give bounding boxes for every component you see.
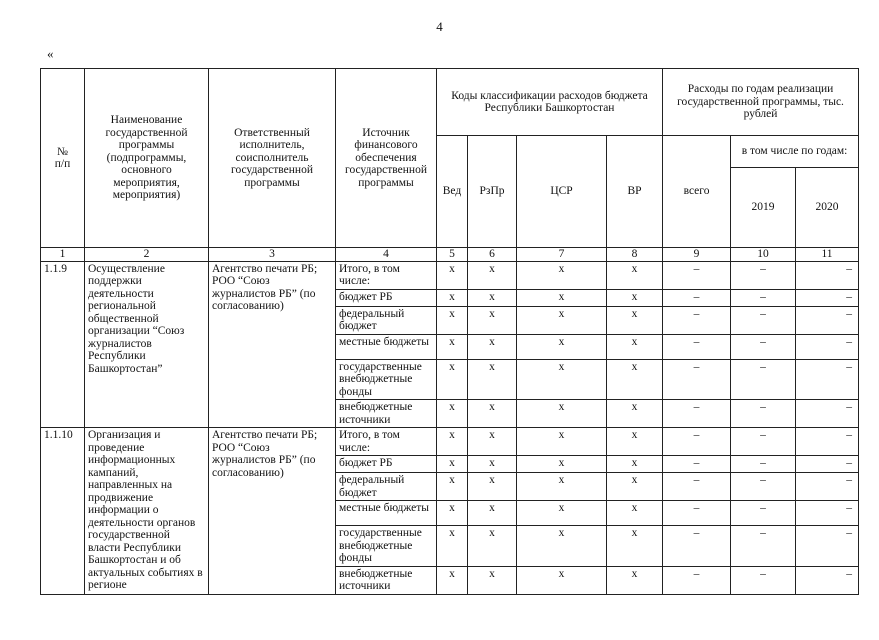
source-label: Итого, в том числе: xyxy=(336,261,437,289)
code-csr: х xyxy=(517,359,607,400)
code-vr: х xyxy=(607,359,663,400)
code-vr: х xyxy=(607,501,663,526)
expense-2020: – xyxy=(796,359,859,400)
code-rzpr: х xyxy=(468,289,517,306)
column-number: 9 xyxy=(663,248,731,262)
expense-2019: – xyxy=(731,334,796,359)
expense-2020: – xyxy=(796,473,859,501)
expense-total: – xyxy=(663,334,731,359)
expense-total: – xyxy=(663,566,731,594)
code-ved: х xyxy=(437,501,468,526)
column-number: 1 xyxy=(41,248,85,262)
column-number: 8 xyxy=(607,248,663,262)
source-label: федеральный бюджет xyxy=(336,473,437,501)
expense-2020: – xyxy=(796,501,859,526)
code-rzpr: х xyxy=(468,566,517,594)
code-rzpr: х xyxy=(468,456,517,473)
column-number: 5 xyxy=(437,248,468,262)
code-vr: х xyxy=(607,400,663,428)
expense-2020: – xyxy=(796,289,859,306)
expense-2019: – xyxy=(731,306,796,334)
code-rzpr: х xyxy=(468,359,517,400)
expense-total: – xyxy=(663,261,731,289)
source-label: федеральный бюджет xyxy=(336,306,437,334)
expense-total: – xyxy=(663,526,731,567)
code-rzpr: х xyxy=(468,400,517,428)
expense-2019: – xyxy=(731,473,796,501)
code-ved: х xyxy=(437,306,468,334)
code-vr: х xyxy=(607,334,663,359)
expense-2020: – xyxy=(796,428,859,456)
code-csr: х xyxy=(517,428,607,456)
row-executor: Агентство печати РБ; РОО “Союз журналистов РБ” (по согласованию) xyxy=(209,428,336,595)
code-csr: х xyxy=(517,473,607,501)
source-label: Итого, в том числе: xyxy=(336,428,437,456)
table-row xyxy=(41,428,859,456)
header-source: Источник финансового обеспечения государственной программы xyxy=(336,69,437,248)
expense-total: – xyxy=(663,359,731,400)
code-csr: х xyxy=(517,456,607,473)
row-number: 1.1.9 xyxy=(41,261,85,428)
code-ved: х xyxy=(437,473,468,501)
code-csr: х xyxy=(517,334,607,359)
column-number: 4 xyxy=(336,248,437,262)
header-rzpr: РзПр xyxy=(468,136,517,248)
source-label: внебюджетные источники xyxy=(336,566,437,594)
code-ved: х xyxy=(437,566,468,594)
header-expenses-group: Расходы по годам реализации государственной программы, тыс. рублей xyxy=(663,69,859,136)
code-vr: х xyxy=(607,473,663,501)
column-number: 3 xyxy=(209,248,336,262)
header-year-2020: 2020 xyxy=(796,168,859,248)
row-name: Осуществление поддержки деятельности региональной общественной организации “Союз журналистов Республики Башкортостан” xyxy=(85,261,209,428)
column-number: 2 xyxy=(85,248,209,262)
column-number: 7 xyxy=(517,248,607,262)
code-ved: х xyxy=(437,526,468,567)
code-vr: х xyxy=(607,306,663,334)
code-rzpr: х xyxy=(468,261,517,289)
budget-table xyxy=(40,68,859,595)
code-ved: х xyxy=(437,334,468,359)
code-ved: х xyxy=(437,359,468,400)
code-ved: х xyxy=(437,400,468,428)
page-number: 4 xyxy=(436,19,443,34)
expense-2020: – xyxy=(796,261,859,289)
header-vr: ВР xyxy=(607,136,663,248)
code-csr: х xyxy=(517,261,607,289)
expense-2019: – xyxy=(731,456,796,473)
code-vr: х xyxy=(607,289,663,306)
expense-total: – xyxy=(663,456,731,473)
code-rzpr: х xyxy=(468,501,517,526)
source-label: государственные внебюджетные фонды xyxy=(336,526,437,567)
code-vr: х xyxy=(607,261,663,289)
expense-2019: – xyxy=(731,289,796,306)
expense-total: – xyxy=(663,289,731,306)
code-vr: х xyxy=(607,526,663,567)
code-vr: х xyxy=(607,428,663,456)
expense-2019: – xyxy=(731,261,796,289)
code-csr: х xyxy=(517,566,607,594)
code-rzpr: х xyxy=(468,526,517,567)
code-rzpr: х xyxy=(468,334,517,359)
expense-2020: – xyxy=(796,334,859,359)
column-number: 10 xyxy=(731,248,796,262)
header-number: № п/п xyxy=(41,69,85,248)
column-number: 6 xyxy=(468,248,517,262)
expense-2019: – xyxy=(731,501,796,526)
source-label: государственные внебюджетные фонды xyxy=(336,359,437,400)
code-csr: х xyxy=(517,289,607,306)
expense-2020: – xyxy=(796,400,859,428)
source-label: бюджет РБ xyxy=(336,456,437,473)
code-csr: х xyxy=(517,306,607,334)
expense-2019: – xyxy=(731,428,796,456)
opening-quote: « xyxy=(47,46,54,61)
header-codes-group: Коды классификации расходов бюджета Республики Башкортостан xyxy=(437,69,663,136)
code-csr: х xyxy=(517,526,607,567)
code-rzpr: х xyxy=(468,473,517,501)
expense-2020: – xyxy=(796,306,859,334)
expense-total: – xyxy=(663,306,731,334)
expense-2019: – xyxy=(731,526,796,567)
column-numbers-row xyxy=(41,248,859,262)
header-name: Наименование государственной программы (подпрограммы, основного мероприятия, мероприятия) xyxy=(85,69,209,248)
header-ved: Вед xyxy=(437,136,468,248)
expense-total: – xyxy=(663,473,731,501)
header-year-2019: 2019 xyxy=(731,168,796,248)
expense-2020: – xyxy=(796,526,859,567)
source-label: местные бюджеты xyxy=(336,501,437,526)
code-ved: х xyxy=(437,289,468,306)
code-vr: х xyxy=(607,566,663,594)
code-ved: х xyxy=(437,261,468,289)
expense-2020: – xyxy=(796,566,859,594)
row-name: Организация и проведение информационных кампаний, направленных на продвижение информации о деятельности органов государственной власти Республики Башкортостан и об актуальных событиях в регионе xyxy=(85,428,209,595)
header-executor: Ответственный исполнитель, соисполнитель государственной программы xyxy=(209,69,336,248)
source-label: местные бюджеты xyxy=(336,334,437,359)
code-ved: х xyxy=(437,428,468,456)
code-csr: х xyxy=(517,400,607,428)
expense-total: – xyxy=(663,428,731,456)
row-executor: Агентство печати РБ; РОО “Союз журналистов РБ” (по согласованию) xyxy=(209,261,336,428)
code-rzpr: х xyxy=(468,428,517,456)
column-number: 11 xyxy=(796,248,859,262)
expense-total: – xyxy=(663,400,731,428)
code-csr: х xyxy=(517,501,607,526)
row-number: 1.1.10 xyxy=(41,428,85,595)
code-vr: х xyxy=(607,456,663,473)
source-label: внебюджетные источники xyxy=(336,400,437,428)
header-years-group: в том числе по годам: xyxy=(731,136,859,168)
expense-2020: – xyxy=(796,456,859,473)
expense-2019: – xyxy=(731,359,796,400)
expense-2019: – xyxy=(731,400,796,428)
table-row xyxy=(41,261,859,289)
header-total: всего xyxy=(663,136,731,248)
expense-2019: – xyxy=(731,566,796,594)
header-csr: ЦСР xyxy=(517,136,607,248)
code-rzpr: х xyxy=(468,306,517,334)
code-ved: х xyxy=(437,456,468,473)
source-label: бюджет РБ xyxy=(336,289,437,306)
expense-total: – xyxy=(663,501,731,526)
